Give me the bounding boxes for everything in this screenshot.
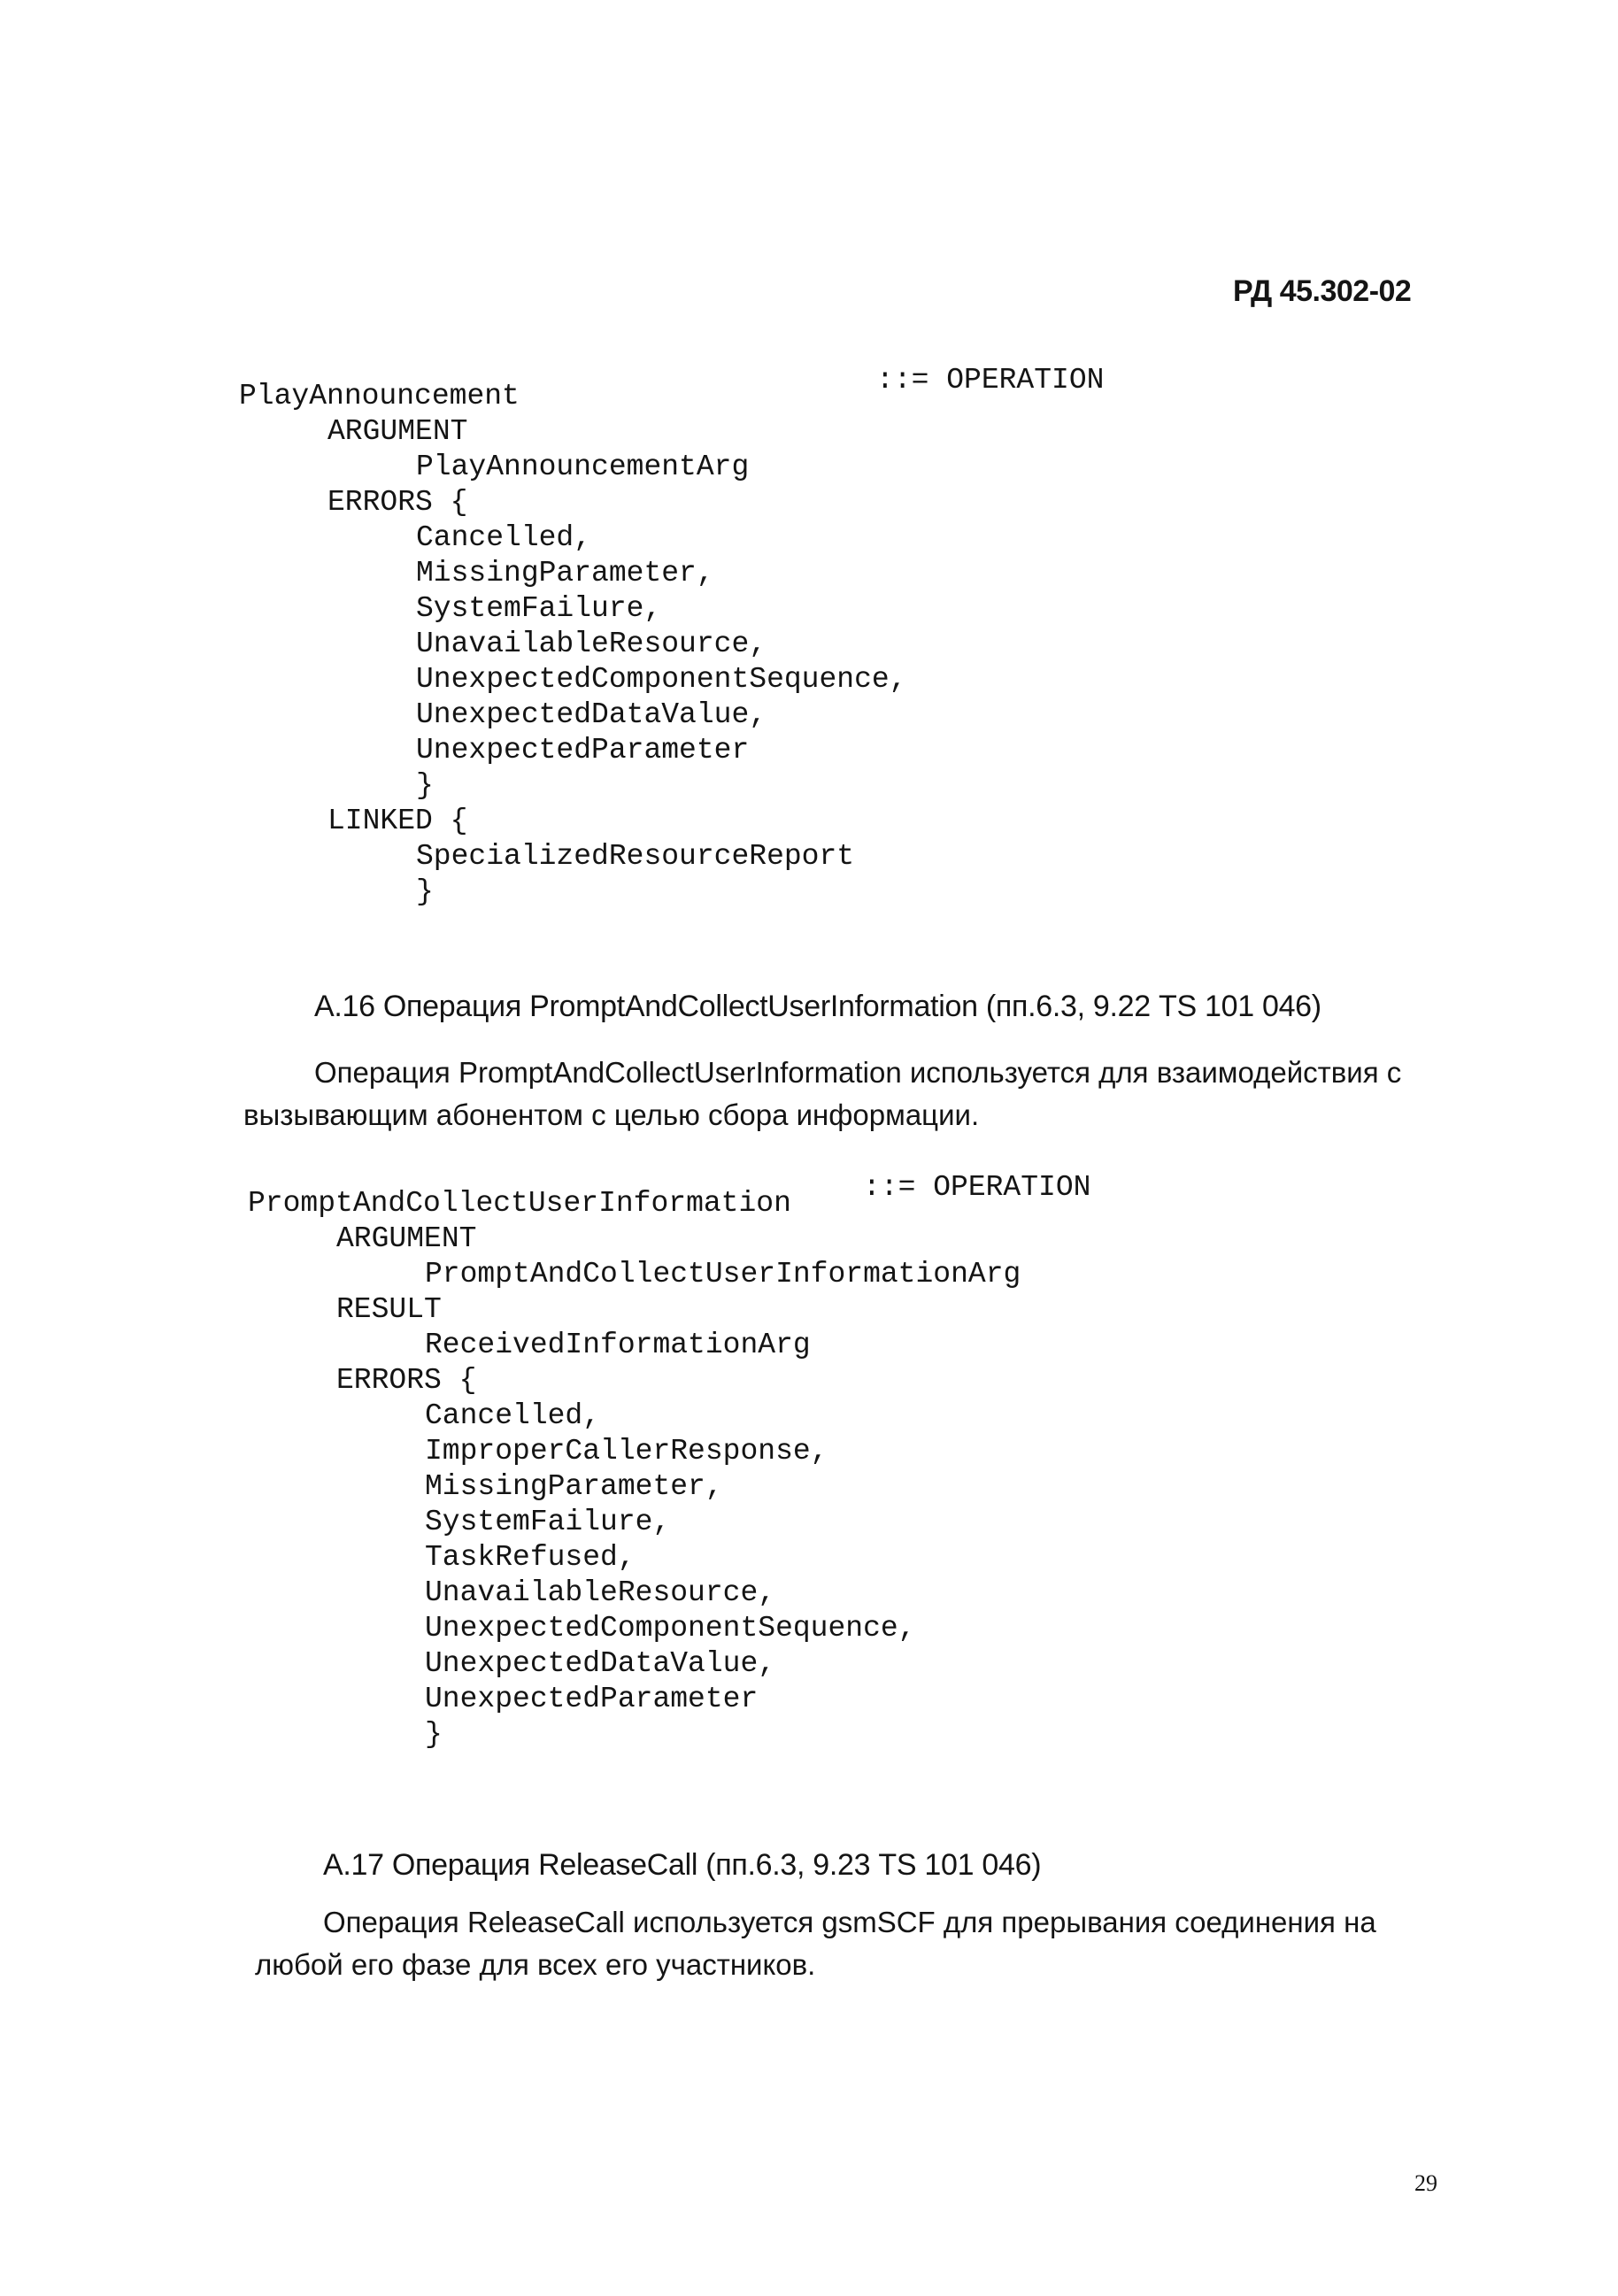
code-line: SystemFailure,	[425, 1506, 671, 1538]
code-line: Cancelled,	[425, 1399, 601, 1432]
code-line: ReceivedInformationArg	[425, 1329, 811, 1361]
code-line: PromptAndCollectUserInformation	[248, 1187, 791, 1220]
code-line: ImproperCallerResponse,	[425, 1435, 828, 1468]
code-line: Cancelled,	[416, 521, 592, 554]
section-a17-para-line1: Операция ReleaseCall используется gsmSCF для прерывания соединения на	[323, 1906, 1376, 1938]
operation-assign-1: ::= OPERATION	[876, 364, 1105, 397]
section-heading-a17: А.17 Операция ReleaseCall (пп.6.3, 9.23 TS 101 046)	[323, 1848, 1042, 1882]
code-line: UnexpectedDataValue,	[416, 698, 767, 731]
code-line: PlayAnnouncementArg	[416, 451, 750, 483]
code-line: ERRORS {	[327, 486, 468, 519]
section-heading-a16: А.16 Операция PromptAndCollectUserInformation (пп.6.3, 9.22 TS 101 046)	[314, 990, 1321, 1023]
code-line: SpecializedResourceReport	[416, 840, 855, 873]
code-line: PlayAnnouncement	[239, 380, 520, 412]
section-a16-para-line1: Операция PromptAndCollectUserInformation используется для взаимодействия с	[314, 1056, 1402, 1089]
code-line: }	[416, 875, 434, 908]
code-line: }	[416, 769, 434, 802]
code-block-prompt-and-collect	[248, 1186, 1021, 1753]
code-line: UnexpectedParameter	[416, 734, 750, 767]
operation-assign-2: ::= OPERATION	[863, 1171, 1091, 1204]
code-line: PromptAndCollectUserInformationArg	[425, 1258, 1021, 1291]
code-line: UnexpectedComponentSequence,	[425, 1612, 916, 1645]
code-line: UnexpectedDataValue,	[425, 1647, 776, 1680]
code-line: ARGUMENT	[336, 1222, 477, 1255]
code-line: ARGUMENT	[327, 415, 468, 448]
page-number: 29	[1414, 2170, 1437, 2196]
code-line: UnavailableResource,	[416, 628, 767, 660]
section-a17-para-line2: любой его фазе для всех его участников.	[255, 1948, 816, 1981]
section-a16-para-line2: вызывающим абонентом с целью сбора информации.	[243, 1098, 980, 1131]
code-line: MissingParameter,	[425, 1470, 723, 1503]
document-code: РД 45.302-02	[1233, 274, 1412, 308]
code-line: ERRORS {	[336, 1364, 477, 1397]
code-line: TaskRefused,	[425, 1541, 636, 1574]
code-line: UnavailableResource,	[425, 1576, 776, 1609]
code-line: RESULT	[336, 1293, 442, 1326]
code-line: LINKED {	[327, 805, 468, 837]
code-line: UnexpectedComponentSequence,	[416, 663, 907, 696]
code-line: MissingParameter,	[416, 557, 714, 589]
code-line: SystemFailure,	[416, 592, 662, 625]
code-line: UnexpectedParameter	[425, 1683, 759, 1715]
code-block-play-announcement	[239, 379, 907, 910]
code-line: }	[425, 1718, 443, 1751]
